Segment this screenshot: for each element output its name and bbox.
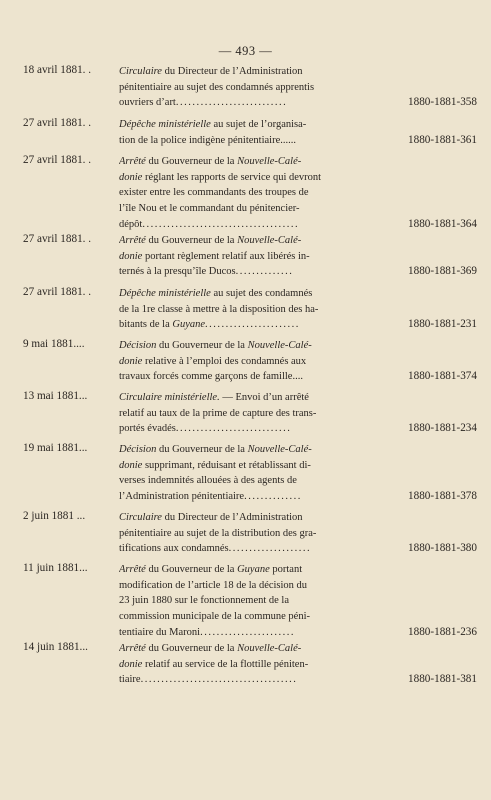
entry-reference: 1880-1881-361 — [408, 133, 477, 146]
text-run: du Gouverneur de la — [145, 643, 238, 654]
italic-text: Circulaire ministérielle. — [119, 392, 220, 403]
description-line — [119, 264, 329, 280]
description-line — [119, 369, 329, 385]
entry-date: 27 avril 1881. . — [23, 233, 92, 245]
text-run: au sujet de l’organisa- — [210, 119, 307, 130]
entry-reference: 1880-1881-381 — [408, 673, 477, 686]
description-line — [119, 354, 329, 370]
page-number: — 493 — — [218, 44, 273, 58]
entry-reference: 1880-1881-364 — [408, 217, 477, 230]
description-line — [119, 185, 329, 201]
text-run: .................... — [228, 543, 312, 555]
text-run: du Directeur de l’Administration — [161, 66, 303, 77]
description-line — [119, 233, 329, 249]
italic-text: Arrêté — [119, 235, 146, 246]
entry-reference: 1880-1881-358 — [408, 96, 477, 109]
description-line — [119, 117, 329, 133]
description-line — [119, 526, 329, 542]
description-line — [119, 562, 329, 578]
italic-text: Arrêté — [119, 156, 146, 167]
italic-text: Circulaire — [119, 66, 162, 77]
text-run: ...................................... — [142, 218, 300, 230]
text-run: tion de la police indigène pénitentiaire...... — [119, 134, 296, 146]
entry-description — [119, 286, 329, 333]
text-run: ....................... — [205, 319, 300, 331]
description-line — [119, 489, 329, 505]
italic-text: Arrêté — [119, 564, 146, 575]
italic-text: donie — [119, 658, 143, 670]
italic-text: Nouvelle-Calé- — [247, 340, 312, 351]
entry-reference: 1880-1881-234 — [408, 422, 477, 435]
entry-date: 19 mai 1881... — [23, 442, 88, 454]
entry-description — [119, 338, 329, 385]
description-line — [119, 442, 329, 458]
italic-text: Décision — [119, 340, 157, 351]
entry-date: 13 mai 1881... — [23, 390, 88, 402]
text-run: relatif au taux de la prime de capture des trans- — [119, 407, 317, 419]
description-line — [119, 317, 329, 333]
text-run: tiaire — [119, 674, 141, 686]
description-line — [119, 593, 329, 609]
text-run: supprimant, réduisant et rétablissant di- — [142, 459, 311, 471]
text-run: pénitentiaire au sujet des condamnés apprentis — [119, 81, 315, 93]
description-line — [119, 390, 329, 406]
entry-date: 18 avril 1881. . — [23, 64, 92, 76]
entry-date: 9 mai 1881.... — [23, 338, 85, 350]
entry-description — [119, 390, 329, 437]
italic-text: Nouvelle-Calé- — [237, 643, 302, 654]
text-run: portés évadés — [119, 423, 176, 435]
italic-text: Dépêche ministérielle — [119, 119, 211, 130]
description-line — [119, 473, 329, 489]
description-line — [119, 201, 329, 217]
text-run: ........................... — [175, 97, 288, 109]
text-run: tifications aux condamnés — [119, 543, 229, 555]
entry-reference: 1880-1881-378 — [408, 490, 477, 503]
text-run: relatif au service de la flottille péniten- — [142, 658, 309, 670]
text-run: travaux forcés comme garçons de famille.... — [119, 371, 303, 383]
entry-description — [119, 233, 329, 280]
description-line — [119, 657, 329, 673]
entry-description — [119, 154, 329, 233]
text-run: dépôt — [119, 218, 143, 230]
text-run: du Gouverneur de la — [156, 340, 248, 351]
text-run: — Envoi d’un arrêté — [219, 392, 309, 403]
text-run: portant règlement relatif aux libérés in- — [142, 250, 310, 262]
text-run: commission municipale de la commune péni- — [119, 611, 310, 623]
italic-text: Circulaire — [119, 512, 162, 523]
text-run: l’île Nou et le commandant du pénitencier- — [119, 203, 300, 215]
italic-text: donie — [119, 459, 143, 471]
text-run: exister entre les commandants des troupes de — [119, 187, 309, 199]
description-line — [119, 154, 329, 170]
entry-description — [119, 562, 329, 641]
description-line — [119, 302, 329, 318]
description-line — [119, 406, 329, 422]
italic-text: donie — [119, 250, 143, 262]
entry-date: 27 avril 1881. . — [23, 286, 92, 298]
italic-text: Arrêté — [119, 643, 146, 654]
text-run: au sujet des condamnés — [210, 288, 313, 299]
text-run: du Directeur de l’Administration — [161, 512, 303, 523]
text-run: modification de l’article 18 de la décision du — [119, 579, 308, 591]
description-line — [119, 421, 329, 437]
entry-reference: 1880-1881-231 — [408, 318, 477, 331]
description-line — [119, 541, 329, 557]
text-run: verses indemnités allouées à des agents de — [119, 475, 297, 487]
italic-text: Dépêche ministérielle — [119, 288, 211, 299]
italic-text: Guyane — [237, 564, 270, 575]
text-run: ...................................... — [140, 674, 298, 686]
italic-text: donie — [119, 355, 143, 367]
text-run: .............. — [244, 491, 302, 503]
entry-description — [119, 64, 329, 111]
italic-text: donie — [119, 171, 143, 183]
text-run: pénitentiaire au sujet de la distribution des gra- — [119, 527, 317, 539]
italic-text: Nouvelle-Calé- — [237, 156, 302, 167]
description-line — [119, 458, 329, 474]
text-run: de la 1re classe à mettre à la disposition des ha- — [119, 303, 319, 315]
entry-reference: 1880-1881-380 — [408, 542, 477, 555]
entry-date: 11 juin 1881... — [23, 562, 88, 574]
description-line — [119, 578, 329, 594]
text-run: relative à l’emploi des condamnés aux — [142, 355, 307, 367]
italic-text: Guyane — [172, 319, 206, 331]
description-line — [119, 641, 329, 657]
description-line — [119, 217, 329, 233]
text-run: ............................ — [175, 423, 292, 435]
description-line — [119, 672, 329, 688]
entry-description — [119, 641, 329, 688]
text-run: du Gouverneur de la — [145, 235, 238, 246]
entry-reference: 1880-1881-369 — [408, 265, 477, 278]
italic-text: Décision — [119, 444, 157, 455]
italic-text: Nouvelle-Calé- — [237, 235, 302, 246]
entry-date: 2 juin 1881 ... — [23, 510, 86, 522]
text-run: portant — [269, 564, 303, 575]
description-line — [119, 249, 329, 265]
text-run: du Gouverneur de la — [156, 444, 248, 455]
entry-description — [119, 117, 329, 148]
text-run: du Gouverneur de la — [145, 156, 238, 167]
italic-text: Nouvelle-Calé- — [247, 444, 312, 455]
text-run: bitants de la — [119, 319, 173, 331]
text-run: .............. — [235, 266, 294, 278]
entry-reference: 1880-1881-374 — [408, 370, 477, 383]
text-run: ....................... — [200, 626, 295, 638]
text-run: l’Administration pénitentiaire — [119, 491, 245, 503]
entry-date: 14 juin 1881... — [23, 641, 88, 653]
description-line — [119, 95, 329, 111]
description-line — [119, 170, 329, 186]
text-run: du Gouverneur de la — [145, 564, 238, 575]
description-line — [119, 133, 329, 149]
entry-reference: 1880-1881-236 — [408, 625, 477, 638]
entry-description — [119, 510, 329, 557]
description-line — [119, 625, 329, 641]
entry-date: 27 avril 1881. . — [23, 154, 92, 166]
description-line — [119, 338, 329, 354]
text-run: 23 juin 1880 sur le fonctionnement de la — [119, 595, 290, 607]
description-line — [119, 609, 329, 625]
text-run: ternés à la presqu’île Ducos — [119, 266, 236, 278]
text-run: réglant les rapports de service qui devront — [142, 171, 322, 183]
description-line — [119, 80, 329, 96]
text-run: ouvriers d’art — [119, 97, 176, 109]
description-line — [119, 286, 329, 302]
text-run: tentiaire du Maroni — [119, 626, 201, 638]
description-line — [119, 64, 329, 80]
description-line — [119, 510, 329, 526]
entry-date: 27 avril 1881. . — [23, 117, 92, 129]
entry-description — [119, 442, 329, 505]
